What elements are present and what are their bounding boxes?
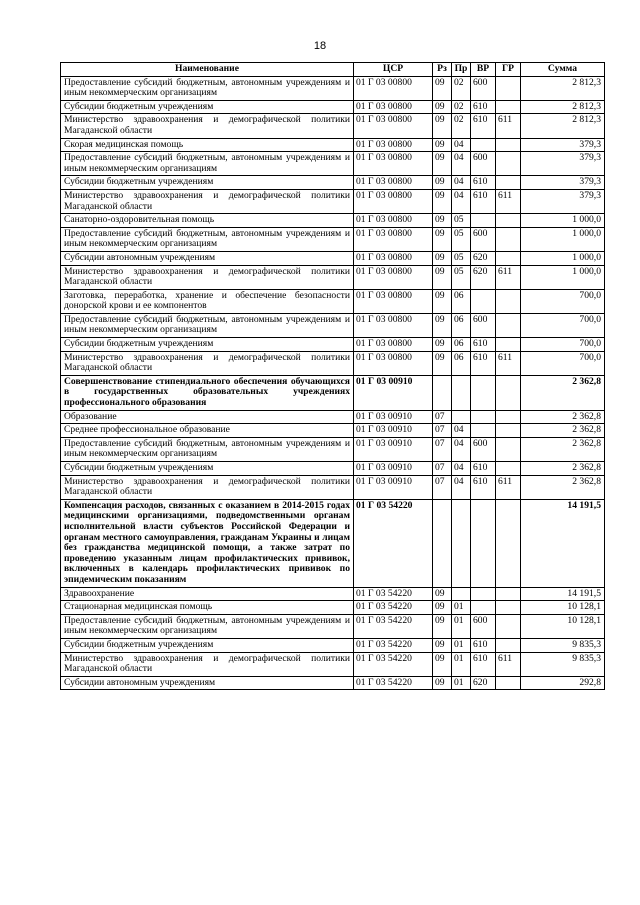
table-row: [61, 100, 605, 114]
cell-gr: 611: [496, 189, 521, 213]
cell-rz: 07: [433, 424, 452, 438]
cell-rz: 09: [433, 176, 452, 190]
cell-csr: 01 Г 03 54220: [354, 587, 433, 601]
cell-rz: 09: [433, 614, 452, 638]
cell-csr: 01 Г 03 00800: [354, 189, 433, 213]
cell-vr: 610: [471, 176, 496, 190]
cell-sum: 2 812,3: [521, 114, 605, 138]
table-body: [61, 76, 605, 690]
cell-sum: 9 835,3: [521, 638, 605, 652]
table-row: [61, 251, 605, 265]
cell-name: Субсидии бюджетным учреждениям: [61, 462, 354, 476]
cell-vr: 620: [471, 676, 496, 690]
cell-sum: 1 000,0: [521, 251, 605, 265]
cell-csr: 01 Г 03 00910: [354, 424, 433, 438]
cell-gr: [496, 638, 521, 652]
cell-vr: [471, 214, 496, 228]
cell-sum: 292,8: [521, 676, 605, 690]
cell-rz: 09: [433, 76, 452, 100]
cell-vr: 600: [471, 152, 496, 176]
cell-vr: 600: [471, 227, 496, 251]
cell-csr: 01 Г 03 54220: [354, 614, 433, 638]
cell-rz: 09: [433, 152, 452, 176]
cell-gr: [496, 138, 521, 152]
cell-rz: 09: [433, 676, 452, 690]
cell-sum: 2 812,3: [521, 100, 605, 114]
table-row: [61, 437, 605, 461]
cell-vr: 620: [471, 265, 496, 289]
cell-vr: 600: [471, 76, 496, 100]
table-row: [61, 601, 605, 615]
cell-name: Среднее профессиональное образование: [61, 424, 354, 438]
cell-csr: 01 Г 03 00910: [354, 462, 433, 476]
cell-sum: 14 191,5: [521, 587, 605, 601]
cell-rz: 07: [433, 410, 452, 424]
cell-name: Предоставление субсидий бюджетным, автономным учреждениям и иным некоммерческим организациям: [61, 614, 354, 638]
cell-gr: 611: [496, 265, 521, 289]
cell-csr: 01 Г 03 00800: [354, 100, 433, 114]
cell-pr: 04: [452, 189, 471, 213]
cell-pr: [452, 375, 471, 410]
cell-pr: 01: [452, 676, 471, 690]
cell-pr: 04: [452, 437, 471, 461]
cell-pr: 02: [452, 76, 471, 100]
cell-vr: [471, 375, 496, 410]
cell-name: Стационарная медицинская помощь: [61, 601, 354, 615]
cell-csr: 01 Г 03 00800: [354, 351, 433, 375]
cell-vr: [471, 424, 496, 438]
cell-pr: 04: [452, 462, 471, 476]
cell-csr: 01 Г 03 54220: [354, 638, 433, 652]
cell-csr: 01 Г 03 00800: [354, 289, 433, 313]
cell-sum: 700,0: [521, 313, 605, 337]
cell-rz: 09: [433, 227, 452, 251]
cell-vr: 600: [471, 437, 496, 461]
table-row: [61, 138, 605, 152]
table-row: [61, 424, 605, 438]
cell-pr: 06: [452, 313, 471, 337]
cell-vr: 610: [471, 638, 496, 652]
table-row: [61, 152, 605, 176]
cell-name: Предоставление субсидий бюджетным, автономным учреждениям и иным некоммерческим организациям: [61, 76, 354, 100]
cell-sum: 10 128,1: [521, 601, 605, 615]
cell-csr: 01 Г 03 00800: [354, 138, 433, 152]
budget-table: [60, 62, 605, 690]
cell-csr: 01 Г 03 00800: [354, 338, 433, 352]
cell-csr: 01 Г 03 54220: [354, 652, 433, 676]
cell-gr: [496, 251, 521, 265]
cell-name: Субсидии автономным учреждениям: [61, 676, 354, 690]
cell-vr: [471, 601, 496, 615]
table-row: [61, 587, 605, 601]
cell-sum: 1 000,0: [521, 214, 605, 228]
cell-vr: [471, 410, 496, 424]
cell-gr: [496, 227, 521, 251]
table-row: [61, 499, 605, 587]
cell-name: Министерство здравоохранения и демографической политики Магаданской области: [61, 475, 354, 499]
header-vr: ВР: [471, 63, 496, 77]
cell-vr: [471, 499, 496, 587]
page-number: 18: [313, 40, 327, 52]
table-header-row: [61, 63, 605, 77]
cell-pr: 05: [452, 214, 471, 228]
table-row: [61, 114, 605, 138]
cell-rz: 07: [433, 475, 452, 499]
cell-name: Субсидии бюджетным учреждениям: [61, 176, 354, 190]
cell-name: Субсидии бюджетным учреждениям: [61, 338, 354, 352]
cell-vr: 610: [471, 475, 496, 499]
cell-sum: 379,3: [521, 176, 605, 190]
cell-name: Субсидии автономным учреждениям: [61, 251, 354, 265]
cell-name: Министерство здравоохранения и демографической политики Магаданской области: [61, 652, 354, 676]
table-row: [61, 475, 605, 499]
table-row: [61, 289, 605, 313]
cell-name: Заготовка, переработка, хранение и обеспечение безопасности донорской крови и ее компонентов: [61, 289, 354, 313]
cell-csr: 01 Г 03 00910: [354, 437, 433, 461]
table-row: [61, 214, 605, 228]
cell-gr: [496, 100, 521, 114]
cell-gr: [496, 176, 521, 190]
cell-pr: [452, 499, 471, 587]
table-row: [61, 676, 605, 690]
cell-sum: 2 362,8: [521, 424, 605, 438]
cell-sum: 2 362,8: [521, 437, 605, 461]
cell-gr: [496, 313, 521, 337]
cell-csr: 01 Г 03 54220: [354, 676, 433, 690]
cell-rz: 09: [433, 652, 452, 676]
cell-csr: 01 Г 03 00800: [354, 76, 433, 100]
cell-csr: 01 Г 03 00910: [354, 475, 433, 499]
cell-vr: 600: [471, 614, 496, 638]
cell-sum: 379,3: [521, 138, 605, 152]
cell-csr: 01 Г 03 00910: [354, 410, 433, 424]
cell-rz: 09: [433, 214, 452, 228]
cell-sum: 2 362,8: [521, 410, 605, 424]
header-name: Наименование: [61, 63, 354, 77]
cell-name: Министерство здравоохранения и демографической политики Магаданской области: [61, 265, 354, 289]
cell-gr: [496, 614, 521, 638]
cell-csr: 01 Г 03 00800: [354, 265, 433, 289]
cell-gr: [496, 587, 521, 601]
cell-vr: 610: [471, 338, 496, 352]
cell-pr: 06: [452, 351, 471, 375]
cell-gr: [496, 375, 521, 410]
cell-gr: [496, 676, 521, 690]
cell-name: Субсидии бюджетным учреждениям: [61, 638, 354, 652]
cell-name: Субсидии бюджетным учреждениям: [61, 100, 354, 114]
cell-name: Образование: [61, 410, 354, 424]
cell-rz: 09: [433, 638, 452, 652]
table-row: [61, 638, 605, 652]
cell-csr: 01 Г 03 00800: [354, 114, 433, 138]
table-row: [61, 189, 605, 213]
cell-vr: 600: [471, 313, 496, 337]
cell-sum: 2 362,8: [521, 375, 605, 410]
cell-rz: 09: [433, 251, 452, 265]
cell-sum: 1 000,0: [521, 265, 605, 289]
cell-gr: [496, 437, 521, 461]
cell-pr: [452, 587, 471, 601]
header-gr: ГР: [496, 63, 521, 77]
cell-name: Скорая медицинская помощь: [61, 138, 354, 152]
cell-pr: 01: [452, 601, 471, 615]
cell-sum: 9 835,3: [521, 652, 605, 676]
table-row: [61, 375, 605, 410]
cell-gr: [496, 410, 521, 424]
cell-pr: 04: [452, 152, 471, 176]
cell-name: Предоставление субсидий бюджетным, автономным учреждениям и иным некоммерческим организациям: [61, 227, 354, 251]
table-row: [61, 313, 605, 337]
cell-name: Министерство здравоохранения и демографической политики Магаданской области: [61, 351, 354, 375]
cell-vr: 610: [471, 462, 496, 476]
cell-pr: 02: [452, 114, 471, 138]
cell-rz: 09: [433, 289, 452, 313]
header-pr: Пр: [452, 63, 471, 77]
cell-rz: 09: [433, 351, 452, 375]
cell-pr: 06: [452, 338, 471, 352]
cell-csr: 01 Г 03 00800: [354, 176, 433, 190]
cell-csr: 01 Г 03 54220: [354, 601, 433, 615]
cell-pr: 05: [452, 265, 471, 289]
cell-csr: 01 Г 03 00800: [354, 251, 433, 265]
header-sum: Сумма: [521, 63, 605, 77]
cell-rz: 09: [433, 114, 452, 138]
cell-sum: 2 362,8: [521, 475, 605, 499]
cell-csr: 01 Г 03 00800: [354, 227, 433, 251]
cell-pr: [452, 410, 471, 424]
cell-vr: [471, 587, 496, 601]
cell-vr: 620: [471, 251, 496, 265]
cell-pr: 01: [452, 652, 471, 676]
cell-rz: 09: [433, 587, 452, 601]
cell-gr: 611: [496, 114, 521, 138]
cell-gr: [496, 289, 521, 313]
cell-pr: 02: [452, 100, 471, 114]
cell-sum: 1 000,0: [521, 227, 605, 251]
cell-gr: [496, 424, 521, 438]
cell-pr: 01: [452, 614, 471, 638]
cell-gr: [496, 152, 521, 176]
cell-pr: 05: [452, 227, 471, 251]
cell-gr: 611: [496, 351, 521, 375]
table-row: [61, 351, 605, 375]
cell-name: Министерство здравоохранения и демографической политики Магаданской области: [61, 114, 354, 138]
cell-pr: 04: [452, 424, 471, 438]
cell-sum: 2 812,3: [521, 76, 605, 100]
cell-pr: 04: [452, 176, 471, 190]
cell-vr: 610: [471, 189, 496, 213]
cell-gr: [496, 214, 521, 228]
cell-name: Министерство здравоохранения и демографической политики Магаданской области: [61, 189, 354, 213]
cell-gr: [496, 499, 521, 587]
cell-pr: 05: [452, 251, 471, 265]
cell-rz: 09: [433, 338, 452, 352]
cell-rz: [433, 499, 452, 587]
cell-vr: 610: [471, 652, 496, 676]
cell-csr: 01 Г 03 54220: [354, 499, 433, 587]
table-row: [61, 410, 605, 424]
cell-gr: [496, 76, 521, 100]
cell-gr: [496, 462, 521, 476]
cell-name: Санаторно-оздоровительная помощь: [61, 214, 354, 228]
cell-sum: 14 191,5: [521, 499, 605, 587]
cell-sum: 2 362,8: [521, 462, 605, 476]
cell-name: Здравоохранение: [61, 587, 354, 601]
cell-rz: 09: [433, 601, 452, 615]
table-row: [61, 462, 605, 476]
cell-rz: [433, 375, 452, 410]
cell-sum: 700,0: [521, 351, 605, 375]
cell-vr: [471, 289, 496, 313]
cell-csr: 01 Г 03 00800: [354, 152, 433, 176]
cell-gr: [496, 601, 521, 615]
cell-rz: 07: [433, 462, 452, 476]
table-row: [61, 176, 605, 190]
cell-vr: 610: [471, 351, 496, 375]
cell-csr: 01 Г 03 00800: [354, 214, 433, 228]
cell-vr: [471, 138, 496, 152]
cell-vr: 610: [471, 100, 496, 114]
header-csr: ЦСР: [354, 63, 433, 77]
cell-rz: 09: [433, 265, 452, 289]
cell-rz: 09: [433, 313, 452, 337]
cell-name: Компенсация расходов, связанных с оказанием в 2014-2015 годах медицинскими организациями, подведомственными органам исполнительной власти субъектов Российской Федерации и органам местного самоуправления, гражданам Украины и лицам без гражданства медицинской помощи, а также затрат по проведению указанным лицам профилактических прививок, включенных в календарь профилактических прививок по эпидемическим показаниям: [61, 499, 354, 587]
table-row: [61, 227, 605, 251]
cell-sum: 10 128,1: [521, 614, 605, 638]
cell-gr: 611: [496, 475, 521, 499]
cell-rz: 09: [433, 138, 452, 152]
cell-pr: 01: [452, 638, 471, 652]
cell-pr: 06: [452, 289, 471, 313]
cell-sum: 700,0: [521, 289, 605, 313]
cell-rz: 09: [433, 100, 452, 114]
cell-csr: 01 Г 03 00800: [354, 313, 433, 337]
cell-vr: 610: [471, 114, 496, 138]
table-row: [61, 652, 605, 676]
table-row: [61, 614, 605, 638]
header-rz: Рз: [433, 63, 452, 77]
cell-rz: 09: [433, 189, 452, 213]
cell-sum: 700,0: [521, 338, 605, 352]
cell-gr: [496, 338, 521, 352]
cell-pr: 04: [452, 138, 471, 152]
cell-name: Предоставление субсидий бюджетным, автономным учреждениям и иным некоммерческим организациям: [61, 152, 354, 176]
cell-pr: 04: [452, 475, 471, 499]
cell-rz: 07: [433, 437, 452, 461]
cell-name: Предоставление субсидий бюджетным, автономным учреждениям и иным некоммерческим организациям: [61, 313, 354, 337]
cell-sum: 379,3: [521, 189, 605, 213]
table-row: [61, 265, 605, 289]
table-row: [61, 338, 605, 352]
cell-name: Предоставление субсидий бюджетным, автономным учреждениям и иным некоммерческим организациям: [61, 437, 354, 461]
cell-name: Совершенствование стипендиального обеспечения обучающихся в государственных образовательных учреждениях профессионального образования: [61, 375, 354, 410]
table-row: [61, 76, 605, 100]
cell-sum: 379,3: [521, 152, 605, 176]
cell-csr: 01 Г 03 00910: [354, 375, 433, 410]
cell-gr: 611: [496, 652, 521, 676]
